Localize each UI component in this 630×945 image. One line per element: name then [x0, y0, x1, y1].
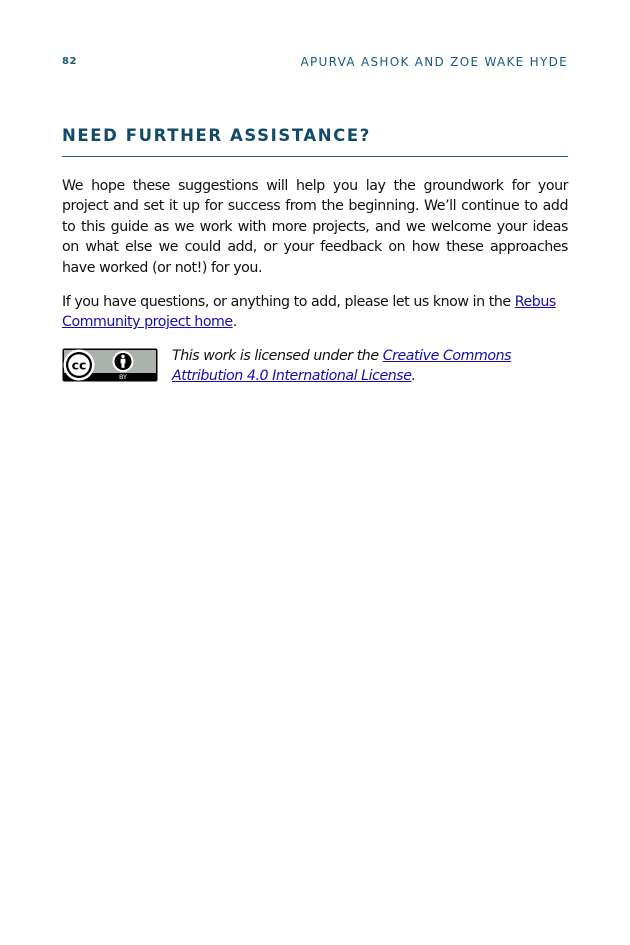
paragraph-2-end: . [232, 314, 237, 331]
license-text-start: This work is licensed under the [172, 348, 383, 364]
section-heading: NEED FURTHER ASSISTANCE? [62, 126, 371, 145]
running-header [62, 55, 568, 71]
running-title: APURVA ASHOK AND ZOE WAKE HYDE [300, 55, 568, 69]
license-text [172, 346, 568, 387]
paragraph-2-text: If you have questions, or anything to add, please let us know in the [62, 294, 515, 310]
cc-badge-label: cc [71, 357, 87, 373]
by-badge-label: BY [118, 373, 128, 381]
license-text-end: . [411, 368, 416, 385]
heading-divider [62, 156, 568, 157]
page-number: 82 [62, 56, 77, 67]
license-block [62, 346, 568, 390]
cc-license-link[interactable]: Creative Commons Attribution 4.0 International License [172, 348, 512, 385]
cc-by-license-badge-icon[interactable] [62, 348, 158, 382]
body-paragraph-2 [62, 292, 568, 333]
body-paragraph-1: We hope these suggestions will help you lay the groundwork for your project and set it up for success from the beginning. We’ll continue to add to this guide as we work with more projects, and we welcome your ideas on what else we could add, or your feedback on how these approaches have worked (or not!) for you. [62, 178, 568, 276]
rebus-community-link[interactable]: Rebus Community project home [62, 294, 556, 331]
